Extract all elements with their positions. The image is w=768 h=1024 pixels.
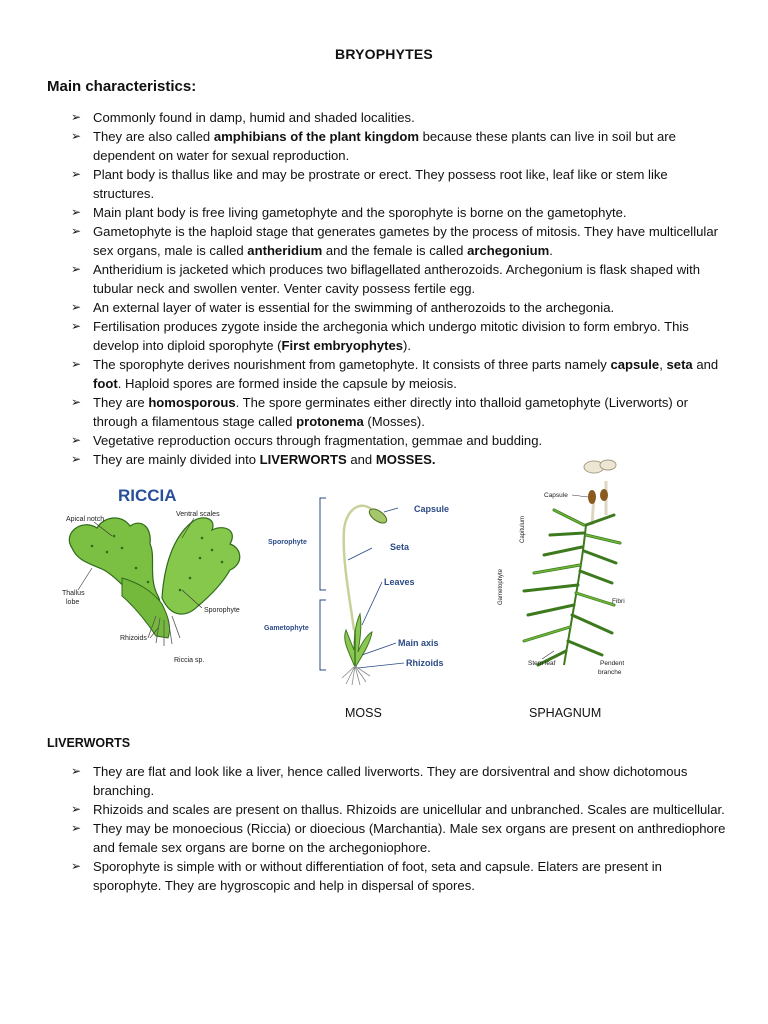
list-item <box>71 800 726 819</box>
bullet-arrow-icon: ➢ <box>71 821 82 835</box>
bullet-arrow-icon: ➢ <box>71 433 82 447</box>
section-heading: Main characteristics: <box>47 78 197 95</box>
text-run: Fertilisation produces zygote inside the archegonia which undergo mitotic division to form embryo. This develop into diploid sporophyte ( <box>93 319 689 353</box>
riccia-label-lobe: lobe <box>66 599 80 606</box>
moss-sporophyte-bracket <box>320 498 326 590</box>
text-run: The sporophyte derives nourishment from gametophyte. It consists of three parts namely <box>93 357 611 372</box>
riccia-title: RICCIA <box>118 486 177 505</box>
moss-seta <box>344 506 372 630</box>
bullet-arrow-icon: ➢ <box>71 395 82 409</box>
bold-term: MOSSES. <box>375 452 436 467</box>
liverworts-list <box>71 762 726 895</box>
bullet-arrow-icon: ➢ <box>71 452 82 466</box>
sphagnum-capsule <box>588 490 596 504</box>
moss-rhizoids <box>342 666 370 685</box>
bullet-arrow-icon: ➢ <box>71 110 82 124</box>
list-item <box>71 819 726 857</box>
bold-term: archegonium <box>467 243 550 258</box>
list-item <box>71 450 726 469</box>
bullet-arrow-icon: ➢ <box>71 300 82 314</box>
bold-term: LIVERWORTS <box>259 452 347 467</box>
riccia-label-ventral-scales: Ventral scales <box>176 511 220 518</box>
sphagnum-label-gametophyte: Gametophyte <box>498 568 504 605</box>
page-title: BRYOPHYTES <box>335 46 433 62</box>
moss-gametophyte-bracket <box>320 600 326 670</box>
bold-term: homosporous <box>148 395 236 410</box>
riccia-label-rhizoids: Rhizoids <box>120 635 147 642</box>
text-run: . The spore germinates either directly into thalloid gametophyte (Liverworts) or through a filamentous stage called <box>93 395 689 429</box>
moss-label-leaves: Leaves <box>384 577 415 587</box>
moss-caption: MOSS <box>345 706 382 720</box>
text-run: Antheridium is jacketed which produces two biflagellated antherozoids. Archegonium is flask shaped with tubular neck and swollen venter. Venter cavity possess fertile egg. <box>93 262 701 296</box>
text-run: Sporophyte is simple with or without differentiation of foot, seta and capsule. Elaters are present in sporophyte. They are hygroscopic and help in dispersal of spores. <box>93 859 662 893</box>
list-item <box>71 317 726 355</box>
sphagnum-label-capsule: Capsule <box>544 492 568 499</box>
text-run: . <box>549 243 553 258</box>
text-run: An external layer of water is essential for the swimming of antherozoids to the archegonia. <box>93 300 615 315</box>
bullet-arrow-icon: ➢ <box>71 167 82 181</box>
characteristics-list <box>71 108 726 469</box>
text-run: They are also called <box>93 129 214 144</box>
sphagnum-capsule-2 <box>600 489 608 501</box>
list-item <box>71 127 726 165</box>
text-run: (Mosses). <box>363 414 425 429</box>
bold-term: amphibians of the plant kingdom <box>213 129 419 144</box>
sphagnum-label-pendent: Pendent <box>600 660 625 667</box>
text-run: ). <box>403 338 412 353</box>
bullet-arrow-icon: ➢ <box>71 764 82 778</box>
list-item <box>71 857 726 895</box>
sphagnum-label-fibril: Fibri <box>612 598 625 605</box>
sphagnum-figure <box>494 455 626 680</box>
sphagnum-label-branches: branche <box>598 669 622 676</box>
liverworts-heading: LIVERWORTS <box>47 736 131 750</box>
bold-term: First embryophytes <box>281 338 404 353</box>
moss-label-main-axis: Main axis <box>398 638 439 648</box>
moss-leaves <box>345 614 372 666</box>
bullet-arrow-icon: ➢ <box>71 224 82 238</box>
sphagnum-caption: SPHAGNUM <box>529 706 602 720</box>
riccia-figure <box>52 478 262 665</box>
bold-term: capsule <box>610 357 660 372</box>
bullet-arrow-icon: ➢ <box>71 802 82 816</box>
bullet-arrow-icon: ➢ <box>71 262 82 276</box>
text-run: and <box>346 452 376 467</box>
bold-term: foot <box>93 376 118 391</box>
sphagnum-label-capitulum: Capitulum <box>520 515 526 543</box>
list-item <box>71 762 726 800</box>
text-run: Gametophyte is the haploid stage that generates gametes by the process of mitosis. They have multicellular sex organs, male is called <box>93 224 718 258</box>
moss-label-seta: Seta <box>390 542 410 552</box>
text-run: Plant body is thallus like and may be prostrate or erect. They possess root like, leaf like or stem like structures. <box>93 167 668 201</box>
moss-label-sporophyte: Sporophyte <box>268 539 307 546</box>
moss-label-capsule: Capsule <box>414 504 450 514</box>
bullet-arrow-icon: ➢ <box>71 319 82 333</box>
list-item <box>71 260 726 298</box>
moss-label-rhizoids: Rhizoids <box>406 658 444 668</box>
list-item <box>71 393 726 431</box>
sphagnum-label-stem-leaf: Stem leaf <box>528 660 556 667</box>
list-item <box>71 355 726 393</box>
sphagnum-branches <box>524 510 620 665</box>
list-item <box>71 165 726 203</box>
text-run: Vegetative reproduction occurs through fragmentation, gemmae and budding. <box>93 433 543 448</box>
bold-term: protonema <box>296 414 364 429</box>
text-run: Main plant body is free living gametophyte and the sporophyte is borne on the gametophyte. <box>93 205 627 220</box>
text-run: They are mainly divided into <box>93 452 260 467</box>
list-item <box>71 431 726 450</box>
bullet-arrow-icon: ➢ <box>71 859 82 873</box>
text-run: They are flat and look like a liver, hence called liverworts. They are dorsiventral and show dichotomous branching. <box>93 764 688 798</box>
text-run: , <box>659 357 667 372</box>
riccia-label-sporophyte: Sporophyte <box>204 607 240 614</box>
bullet-arrow-icon: ➢ <box>71 205 82 219</box>
riccia-label-apical-notch: Apical notch <box>66 516 105 523</box>
bold-term: seta <box>666 357 693 372</box>
list-item <box>71 203 726 222</box>
moss-figure <box>262 490 462 686</box>
list-item <box>71 222 726 260</box>
moss-label-gametophyte: Gametophyte <box>264 625 309 632</box>
text-run: Commonly found in damp, humid and shaded localities. <box>93 110 415 125</box>
bold-term: antheridium <box>247 243 323 258</box>
bullet-arrow-icon: ➢ <box>71 357 82 371</box>
text-run: Rhizoids and scales are present on thallus. Rhizoids are unicellular and unbranched. Scales are multicellular. <box>93 802 725 817</box>
riccia-label-species: Riccia sp. <box>174 657 205 664</box>
text-run: because these plants can live in soil but are dependent on water for sexual reproduction. <box>93 129 676 163</box>
bullet-arrow-icon: ➢ <box>71 129 82 143</box>
riccia-label-thallus: Thallus <box>62 590 85 597</box>
sphagnum-cap-2 <box>600 460 616 470</box>
text-run: They may be monoecious (Riccia) or dioecious (Marchantia). Male sex organs are present on anthrediophore and female sex organs are borne on the archegoniophore. <box>93 821 726 855</box>
text-run: . Haploid spores are formed inside the capsule by meiosis. <box>117 376 457 391</box>
list-item <box>71 298 726 317</box>
text-run: and <box>692 357 719 372</box>
text-run: They are <box>93 395 149 410</box>
text-run: and the female is called <box>322 243 468 258</box>
list-item <box>71 108 726 127</box>
